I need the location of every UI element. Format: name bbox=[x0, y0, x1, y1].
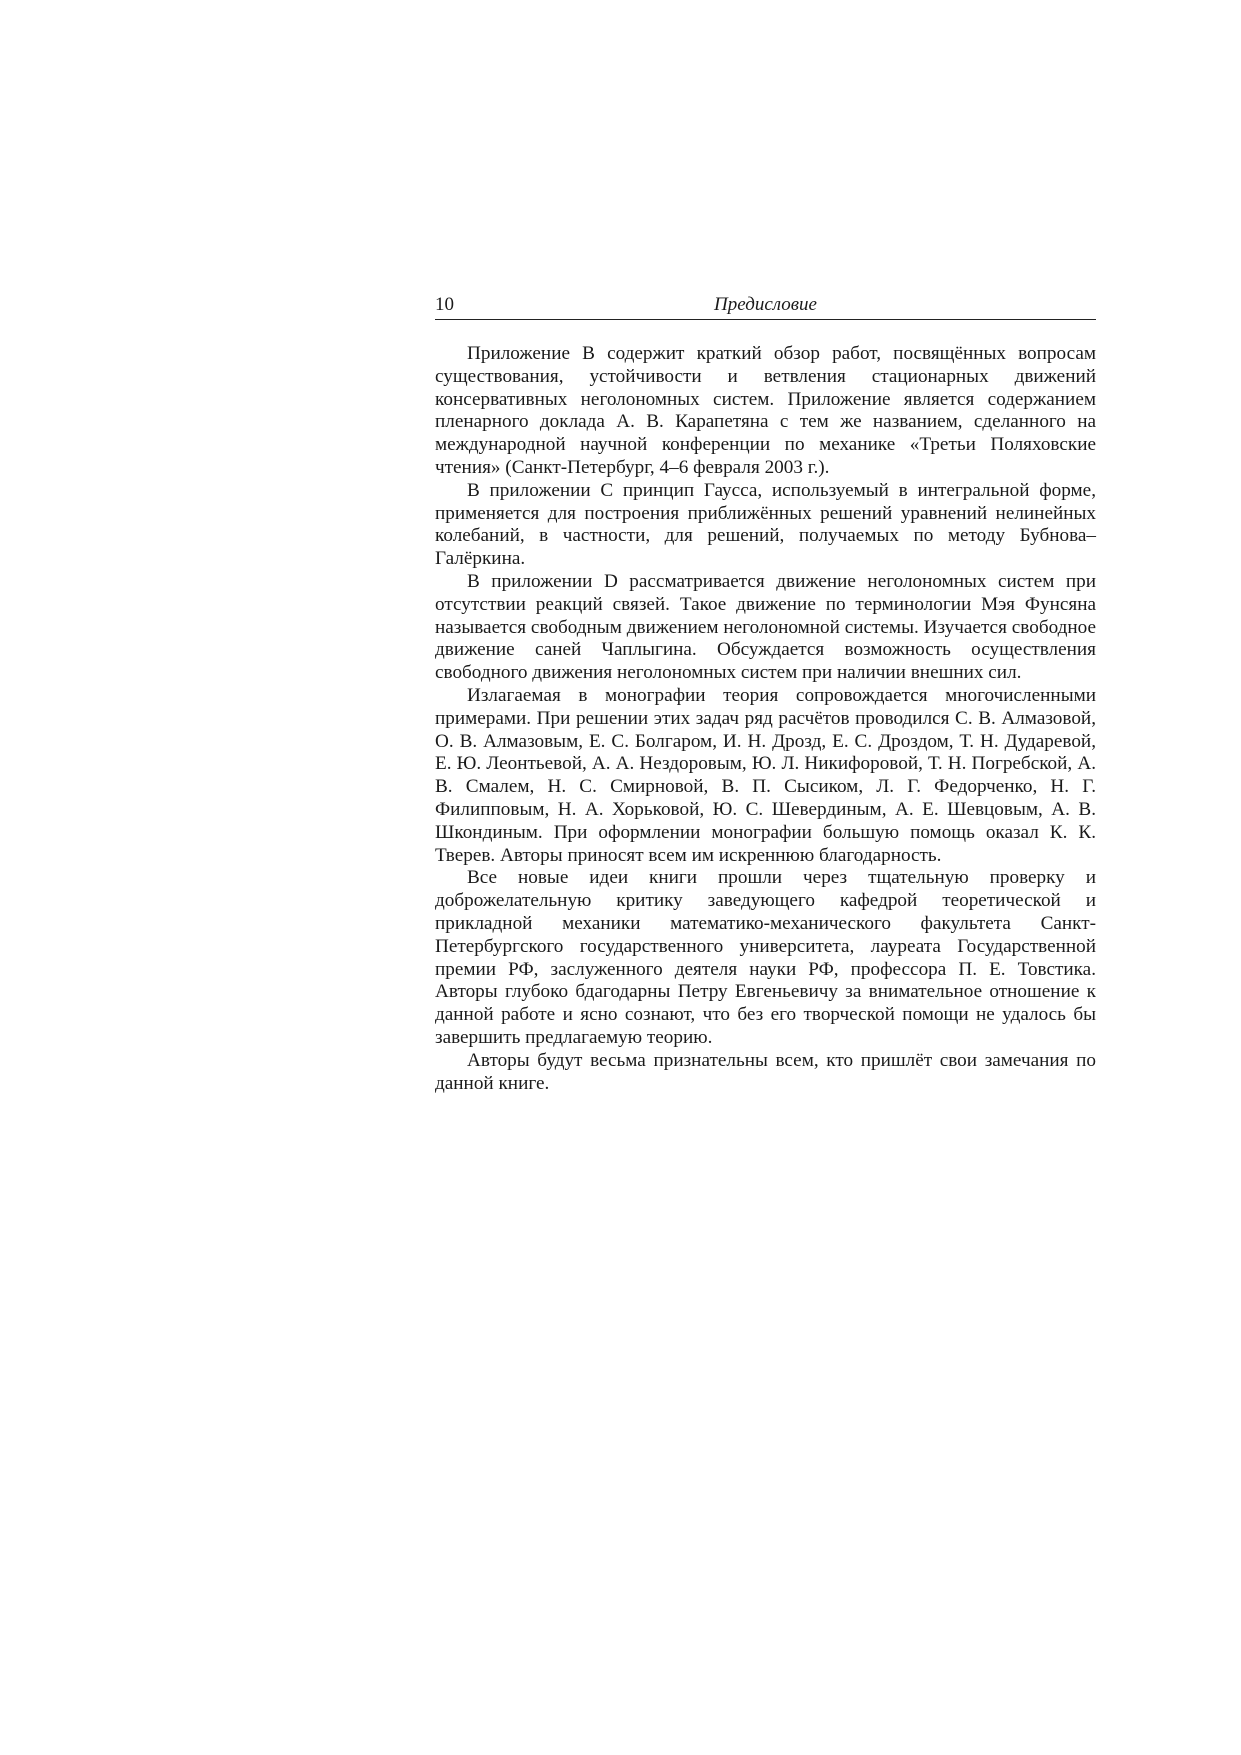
text-body bbox=[435, 343, 1096, 1095]
paragraph-appendix-d: В приложении D рассматривается движение неголономных систем при отсутствии реакций связей. Такое движение по терминологии Мэя Фунсяна называется свободным движением неголономной системы. Изучается свободное движение саней Чаплыгина. Обсуждается возможность осуществления свободного движения неголономных систем при наличии внешних сил. bbox=[435, 570, 1096, 684]
paragraph-acknowledgements: Излагаемая в монографии теория сопровождается многочисленными примерами. При решении этих задач ряд расчётов проводился С. В. Алмазовой, О. В. Алмазовым, Е. С. Болгаром, И. Н. Дрозд, Е. С. Дроздом, Т. Н. Дударевой, Е. Ю. Леонтьевой, А. А. Нездоровым, Ю. Л. Никифоровой, Т. Н. Погребской, А. В. Смалем, Н. С. Смирновой, В. П. Сысиком, Л. Г. Федорченко, Н. Г. Филипповым, Н. А. Хорьковой, Ю. С. Шевердиным, А. Е. Шевцовым, А. В. Шкондиным. При оформлении монографии большую помощь оказал К. К. Тверев. Авторы приносят всем им искреннюю благодарность. bbox=[435, 684, 1096, 866]
paragraph-appendix-b: Приложение B содержит краткий обзор работ, посвящённых вопросам существования, устойчивости и ветвления стационарных движений консервативных неголономных систем. Приложение является содержанием пленарного доклада А. В. Карапетяна с тем же названием, сделанного на международной научной конференции по механике «Третьи Поляховские чтения» (Санкт-Петербург, 4–6 февраля 2003 г.). bbox=[435, 343, 1096, 478]
page-header bbox=[435, 293, 1096, 320]
running-title: Предисловие bbox=[714, 294, 817, 315]
page-number: 10 bbox=[435, 294, 454, 315]
paragraph-appendix-c: В приложении C принцип Гаусса, используемый в интегральной форме, применяется для построения приближённых решений уравнений нелинейных колебаний, в частности, для решений, получаемых по методу Бубнова–Галёркина. bbox=[435, 479, 1096, 570]
paragraph-reviewer-thanks: Все новые идеи книги прошли через тщательную проверку и доброжелательную критику заведующего кафедрой теоретической и прикладной механики математико-механического факультета Санкт-Петербургского государственного университета, лауреата Государственной премии РФ, заслуженного деятеля науки РФ, профессора П. Е. Товстика. Авторы глубоко бдагодарны Петру Евгеньевичу за внимательное отношение к данной работе и ясно сознают, что без его творческой помощи не удалось бы завершить предлагаемую теорию. bbox=[435, 867, 1096, 1048]
paragraph-closing: Авторы будут весьма признательны всем, кто пришлёт свои замечания по данной книге. bbox=[435, 1049, 1096, 1094]
